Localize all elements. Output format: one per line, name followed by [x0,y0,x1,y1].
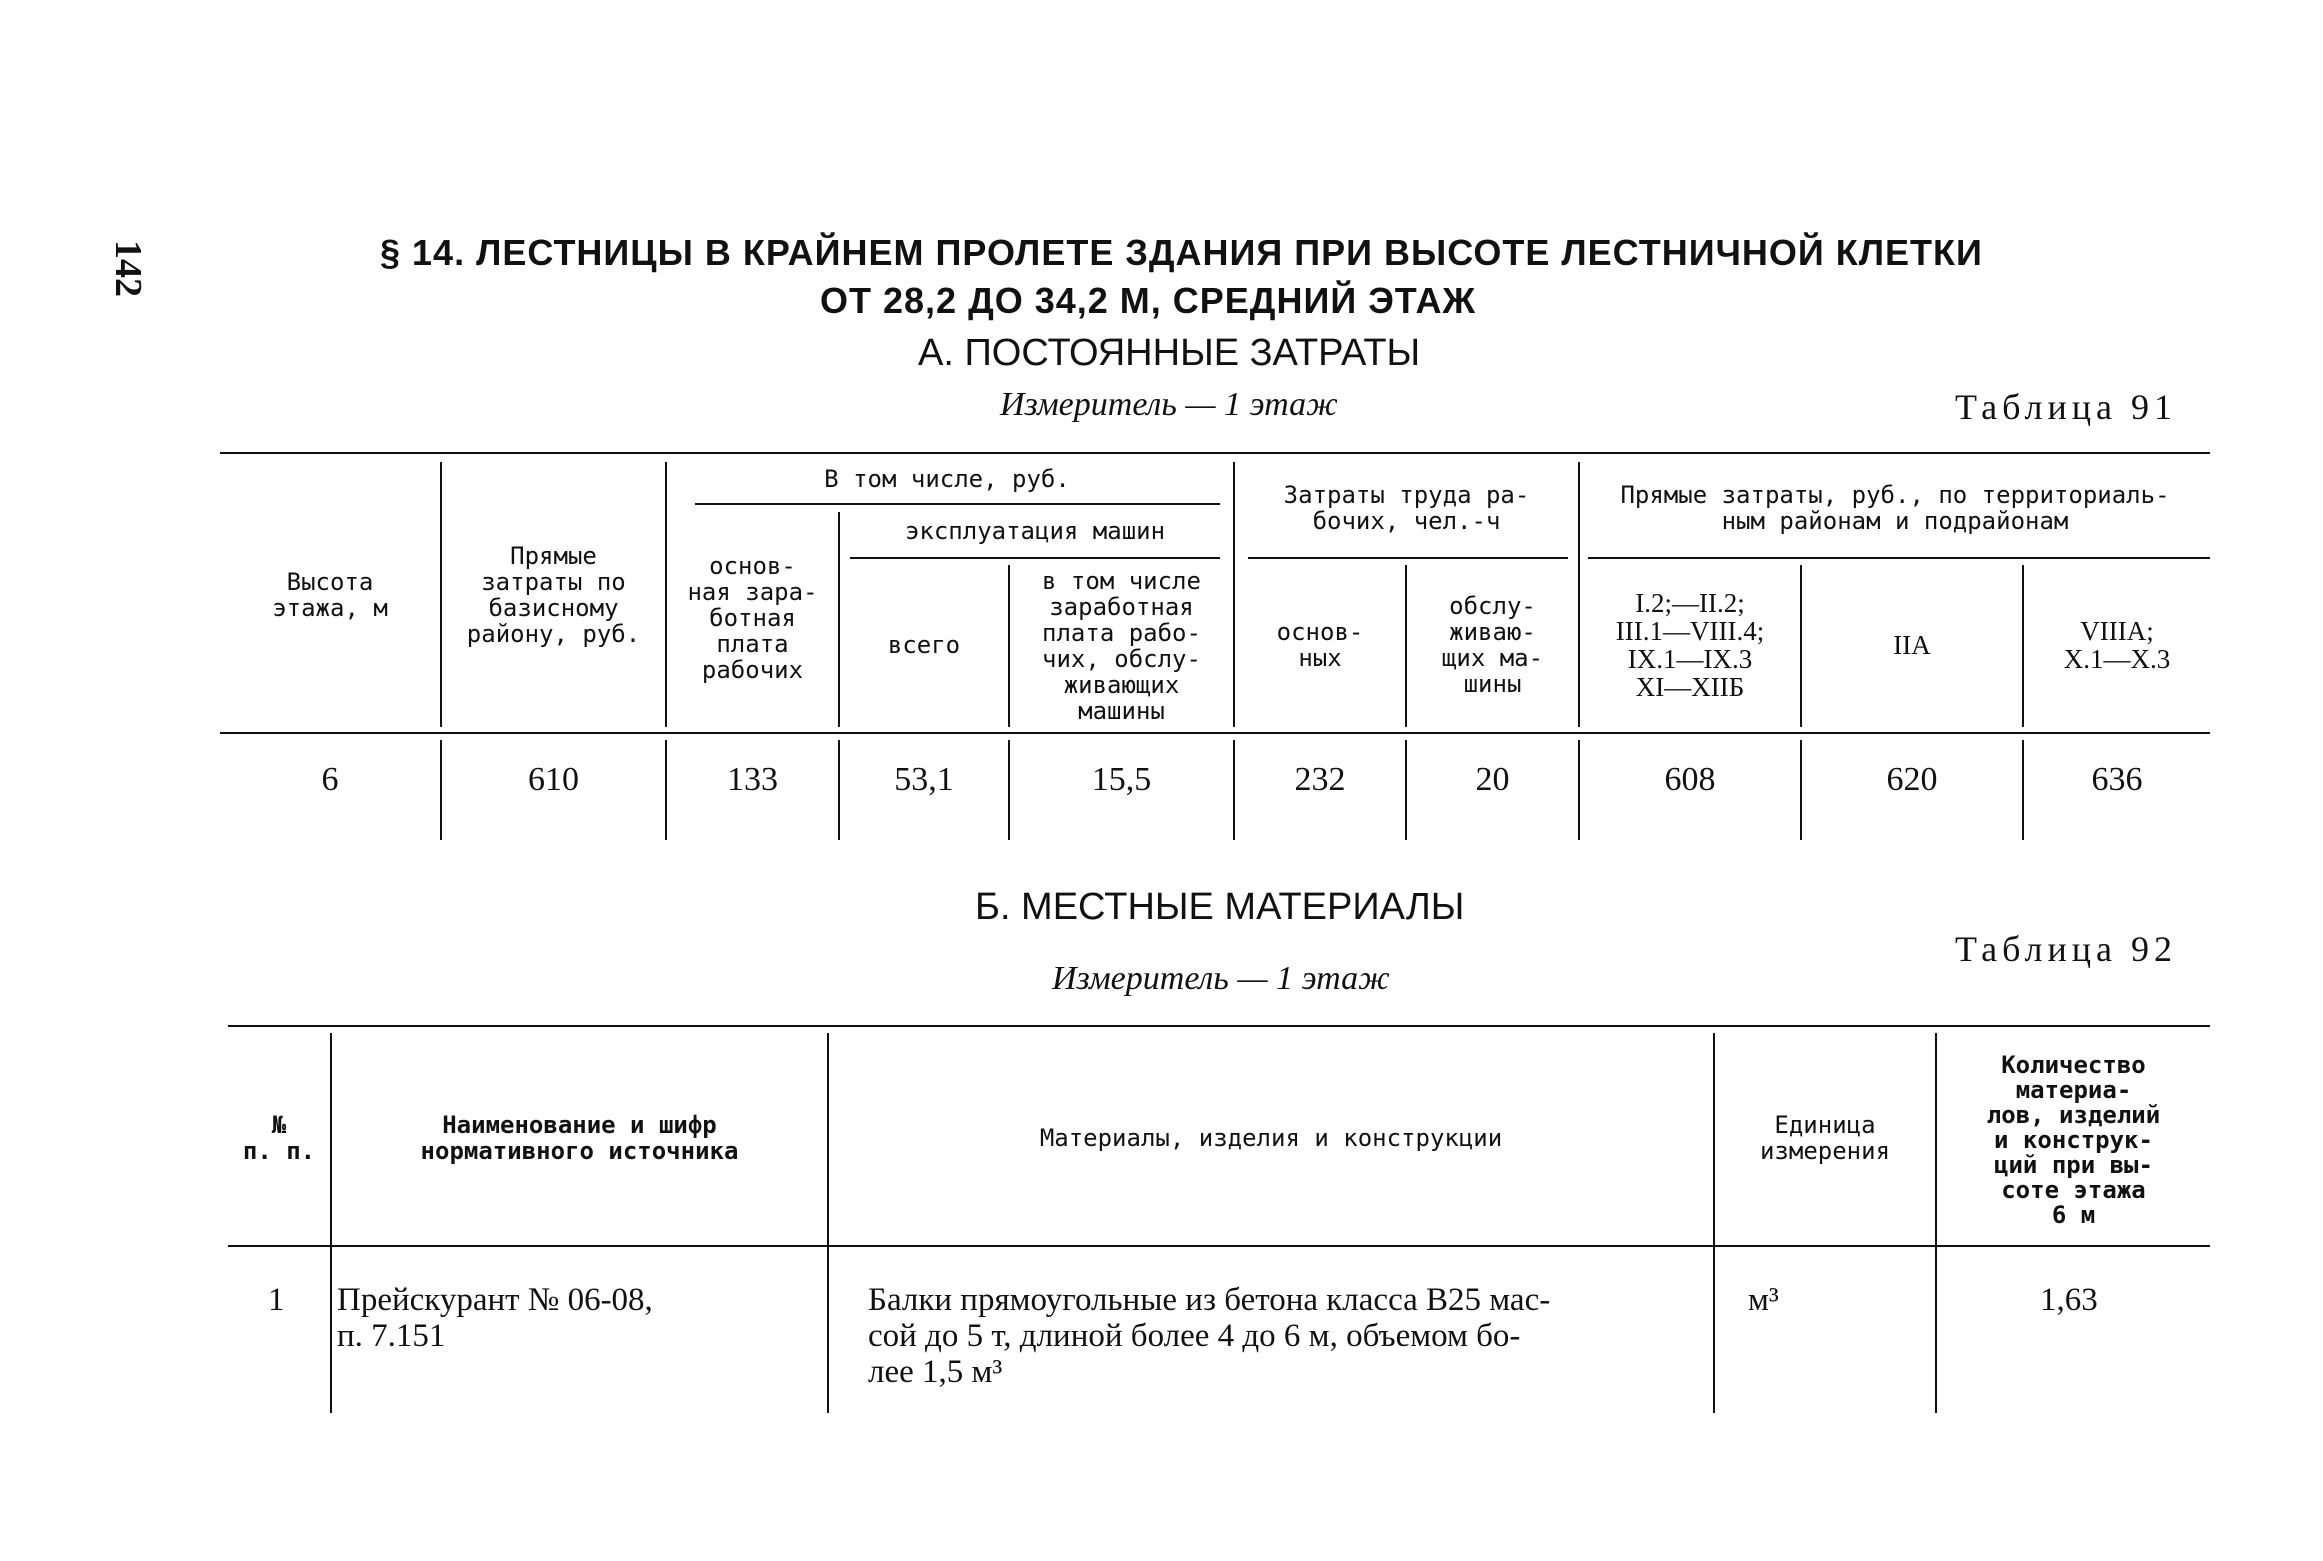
col-materials-header: Материалы, изделия и конструкции [1039,1124,1503,1152]
cell-region-1: 608 [1664,761,1716,798]
row-source: Прейскурант № 06-08, п. 7.151 [337,1282,653,1354]
col-source-header: Наименование и шифр нормативного источника [420,1111,739,1165]
col-machine-op-header: эксплуатация машин [904,517,1166,545]
col-machine-wage-header: в том числе заработная плата рабо- чих, обслу- живающих машины [1042,567,1201,725]
section-a-title: А. ПОСТОЯННЫЕ ЗАТРАТЫ [918,332,1421,374]
col-machine-total-header: всего [887,631,961,659]
section-b-measure: Измеритель — 1 этаж [1052,960,1390,997]
cell-height: 6 [321,761,339,798]
cell-machine-total: 53,1 [894,761,954,798]
row-material: Балки прямоугольные из бетона класса В25 мас- сой до 5 т, длиной более 4 до 6 м, объемом бо- лее 1,5 м³ [868,1282,1551,1390]
row-qty: 1,63 [2040,1282,2098,1318]
cell-region-3: 636 [2091,761,2143,798]
col-qty-header: Количество материа- лов, изделий и конструк- ций при вы- соте этажа 6 м [1986,1050,2161,1229]
col-region-1-header: I.2;—II.2; III.1—VIII.4; IX.1—IX.3 XI—XIIБ [1615,588,1765,702]
row-num: 1 [268,1282,285,1318]
col-direct-base-header: Прямые затраты по базисному району, руб. [466,542,641,648]
section-heading-line2: ОТ 28,2 ДО 34,2 М, СРЕДНИЙ ЭТАЖ [820,280,1477,321]
col-unit-header: Единица измерения [1759,1111,1891,1165]
cell-machine-wage: 15,5 [1091,761,1152,798]
page-number: 142 [107,240,149,297]
cell-labor-service: 20 [1475,761,1510,798]
row-unit: м³ [1748,1282,1779,1318]
col-num-header: № п. п. [242,1111,316,1165]
col-region-3-header: VIIIА; X.1—X.3 [2063,616,2171,674]
col-labor-service-header: обслу- живаю- щих ма- шины [1441,592,1544,698]
col-main-wage-header: основ- ная зара- ботная плата рабочих [687,552,818,684]
col-height-header: Высота этажа, м [272,568,388,622]
col-regional-header: Прямые затраты, руб., по территориаль- ным районам и подрайонам [1620,481,2170,535]
cell-region-2: 620 [1886,761,1938,798]
col-including-header: В том числе, руб. [824,465,1070,493]
cell-labor-main: 232 [1294,761,1346,798]
section-a-measure: Измеритель — 1 этаж [1000,386,1338,423]
section-b-title: Б. МЕСТНЫЕ МАТЕРИАЛЫ [975,886,1465,928]
cell-direct-base: 610 [528,761,579,798]
section-heading-line1: § 14. ЛЕСТНИЦЫ В КРАЙНЕМ ПРОЛЕТЕ ЗДАНИЯ ПРИ ВЫСОТЕ ЛЕСТНИЧНОЙ КЛЕТКИ [380,232,1983,273]
table-92-label: Таблица 92 [1955,929,2177,969]
col-labor-header: Затраты труда ра- бочих, чел.-ч [1283,481,1530,535]
col-labor-main-header: основ- ных [1276,618,1364,672]
col-region-2-header: IIА [1893,630,1931,660]
cell-main-wage: 133 [727,761,778,798]
table-91-label: Таблица 91 [1955,387,2177,427]
